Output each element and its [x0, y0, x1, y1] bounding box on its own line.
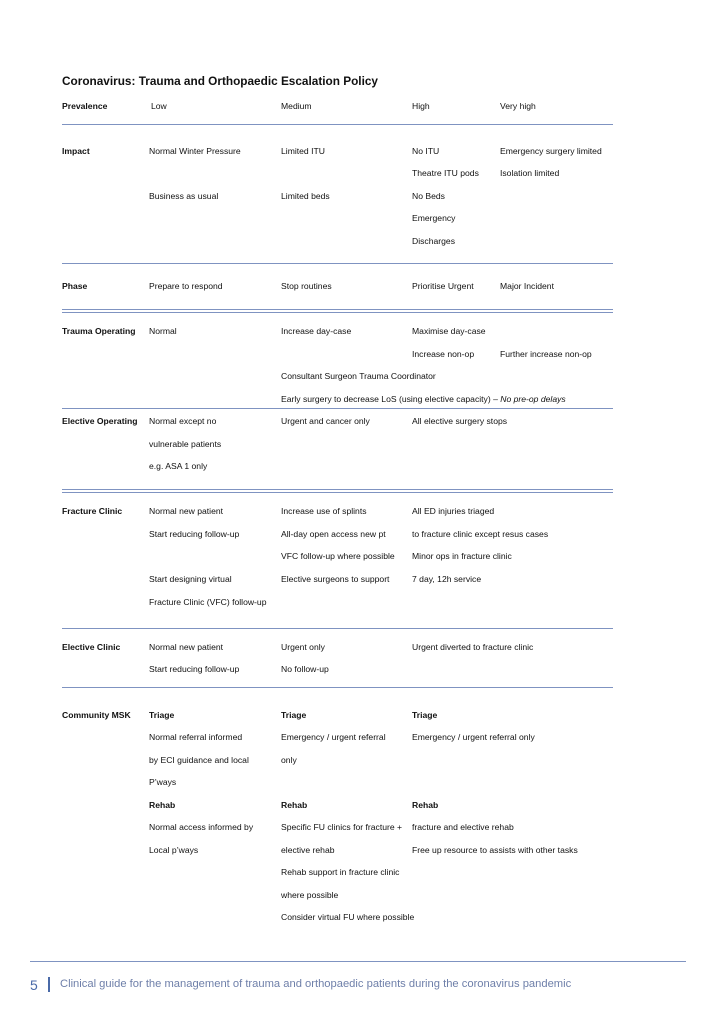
divider: [62, 312, 613, 313]
impact-very-high-1: Emergency surgery limited: [500, 146, 602, 156]
impact-medium-2: Limited beds: [281, 191, 330, 201]
phase-high: Prioritise Urgent: [412, 281, 474, 291]
community-medium-rehab-3: Rehab support in fracture clinic: [281, 867, 400, 877]
divider: [62, 124, 613, 125]
impact-very-high-2: Isolation limited: [500, 168, 560, 178]
fracture-medium-4: Elective surgeons to support: [281, 574, 390, 584]
fracture-low-4: Fracture Clinic (VFC) follow-up: [149, 597, 267, 607]
divider: [62, 492, 613, 493]
phase-low: Prepare to respond: [149, 281, 223, 291]
fracture-high-3: Minor ops in fracture clinic: [412, 551, 512, 561]
community-medium-triage-2: only: [281, 755, 297, 765]
community-high-triage: Emergency / urgent referral only: [412, 732, 535, 742]
trauma-high-2: Increase non-op: [412, 349, 475, 359]
elective-clinic-label: Elective Clinic: [62, 642, 121, 652]
community-high-rehab-2: Free up resource to assists with other tasks: [412, 845, 578, 855]
fracture-high-2: to fracture clinic except resus cases: [412, 529, 549, 539]
community-low-triage-3: P’ways: [149, 777, 177, 787]
divider: [62, 489, 613, 490]
elective-clinic-medium-1: Urgent only: [281, 642, 325, 652]
page-title: Coronavirus: Trauma and Orthopaedic Escalation Policy: [62, 74, 378, 88]
trauma-medium: Increase day-case: [281, 326, 352, 336]
trauma-span-early-surgery: Early surgery to decrease LoS (using elective capacity) – No pre-op delays: [281, 394, 566, 404]
phase-label: Phase: [62, 281, 88, 291]
impact-high-2: Theatre ITU pods: [412, 168, 479, 178]
community-medium-rehab-1: Specific FU clinics for fracture +: [281, 822, 403, 832]
impact-medium-1: Limited ITU: [281, 146, 325, 156]
community-low-triage-1: Normal referral informed: [149, 732, 243, 742]
page-number: 5: [30, 977, 38, 993]
community-high-rehab-1: fracture and elective rehab: [412, 822, 514, 832]
phase-medium: Stop routines: [281, 281, 332, 291]
trauma-high-1: Maximise day-case: [412, 326, 486, 336]
impact-high-4: Emergency: [412, 213, 456, 223]
footer-text: Clinical guide for the management of trauma and orthopaedic patients during the coronavirus pandemic: [60, 978, 572, 990]
impact-high-3: No Beds: [412, 191, 445, 201]
fracture-medium-1: Increase use of splints: [281, 506, 367, 516]
impact-high-5: Discharges: [412, 236, 455, 246]
divider: [62, 628, 613, 629]
fracture-low-2: Start reducing follow-up: [149, 529, 240, 539]
elective-op-label: Elective Operating: [62, 416, 138, 426]
impact-low-1: Normal Winter Pressure: [149, 146, 241, 156]
elective-op-low-2: vulnerable patients: [149, 439, 222, 449]
elective-op-high: All elective surgery stops: [412, 416, 508, 426]
trauma-label: Trauma Operating: [62, 326, 136, 336]
community-low-triage-heading: Triage: [149, 710, 175, 720]
fracture-medium-2: All-day open access new pt: [281, 529, 386, 539]
divider: [62, 263, 613, 264]
level-very-high: Very high: [500, 101, 536, 111]
level-medium: Medium: [281, 101, 312, 111]
impact-low-2: Business as usual: [149, 191, 219, 201]
fracture-high-1: All ED injuries triaged: [412, 506, 495, 516]
community-low-rehab-1: Normal access informed by: [149, 822, 254, 832]
community-medium-rehab-5: Consider virtual FU where possible: [281, 912, 415, 922]
fracture-low-3: Start designing virtual: [149, 574, 232, 584]
community-high-rehab-heading: Rehab: [412, 800, 439, 810]
elective-clinic-medium-2: No follow-up: [281, 664, 329, 674]
trauma-span-coordinator: Consultant Surgeon Trauma Coordinator: [281, 371, 436, 381]
impact-label: Impact: [62, 146, 90, 156]
fracture-high-4: 7 day, 12h service: [412, 574, 482, 584]
community-medium-rehab-2: elective rehab: [281, 845, 335, 855]
community-low-rehab-heading: Rehab: [149, 800, 176, 810]
fracture-low-1: Normal new patient: [149, 506, 224, 516]
elective-op-medium: Urgent and cancer only: [281, 416, 370, 426]
divider: [62, 687, 613, 688]
footer-separator-bar: [48, 977, 50, 992]
level-high: High: [412, 101, 430, 111]
community-low-triage-2: by ECI guidance and local: [149, 755, 249, 765]
trauma-low: Normal: [149, 326, 177, 336]
impact-high-1: No ITU: [412, 146, 440, 156]
elective-clinic-low-1: Normal new patient: [149, 642, 224, 652]
fracture-label: Fracture Clinic: [62, 506, 123, 516]
community-medium-rehab-heading: Rehab: [281, 800, 308, 810]
elective-op-low-3: e.g. ASA 1 only: [149, 461, 208, 471]
trauma-very-high: Further increase non-op: [500, 349, 592, 359]
divider: [62, 408, 613, 409]
community-label: Community MSK: [62, 710, 131, 720]
elective-op-low-1: Normal except no: [149, 416, 217, 426]
footer-divider: [30, 961, 686, 962]
phase-very-high: Major Incident: [500, 281, 554, 291]
community-medium-triage-heading: Triage: [281, 710, 307, 720]
elective-clinic-low-2: Start reducing follow-up: [149, 664, 240, 674]
community-medium-triage-1: Emergency / urgent referral: [281, 732, 386, 742]
community-low-rehab-2: Local p’ways: [149, 845, 199, 855]
divider: [62, 309, 613, 310]
elective-clinic-high: Urgent diverted to fracture clinic: [412, 642, 534, 652]
community-medium-rehab-4: where possible: [281, 890, 339, 900]
community-high-triage-heading: Triage: [412, 710, 438, 720]
level-low: Low: [151, 101, 167, 111]
prevalence-label: Prevalence: [62, 101, 108, 111]
fracture-medium-3: VFC follow-up where possible: [281, 551, 395, 561]
